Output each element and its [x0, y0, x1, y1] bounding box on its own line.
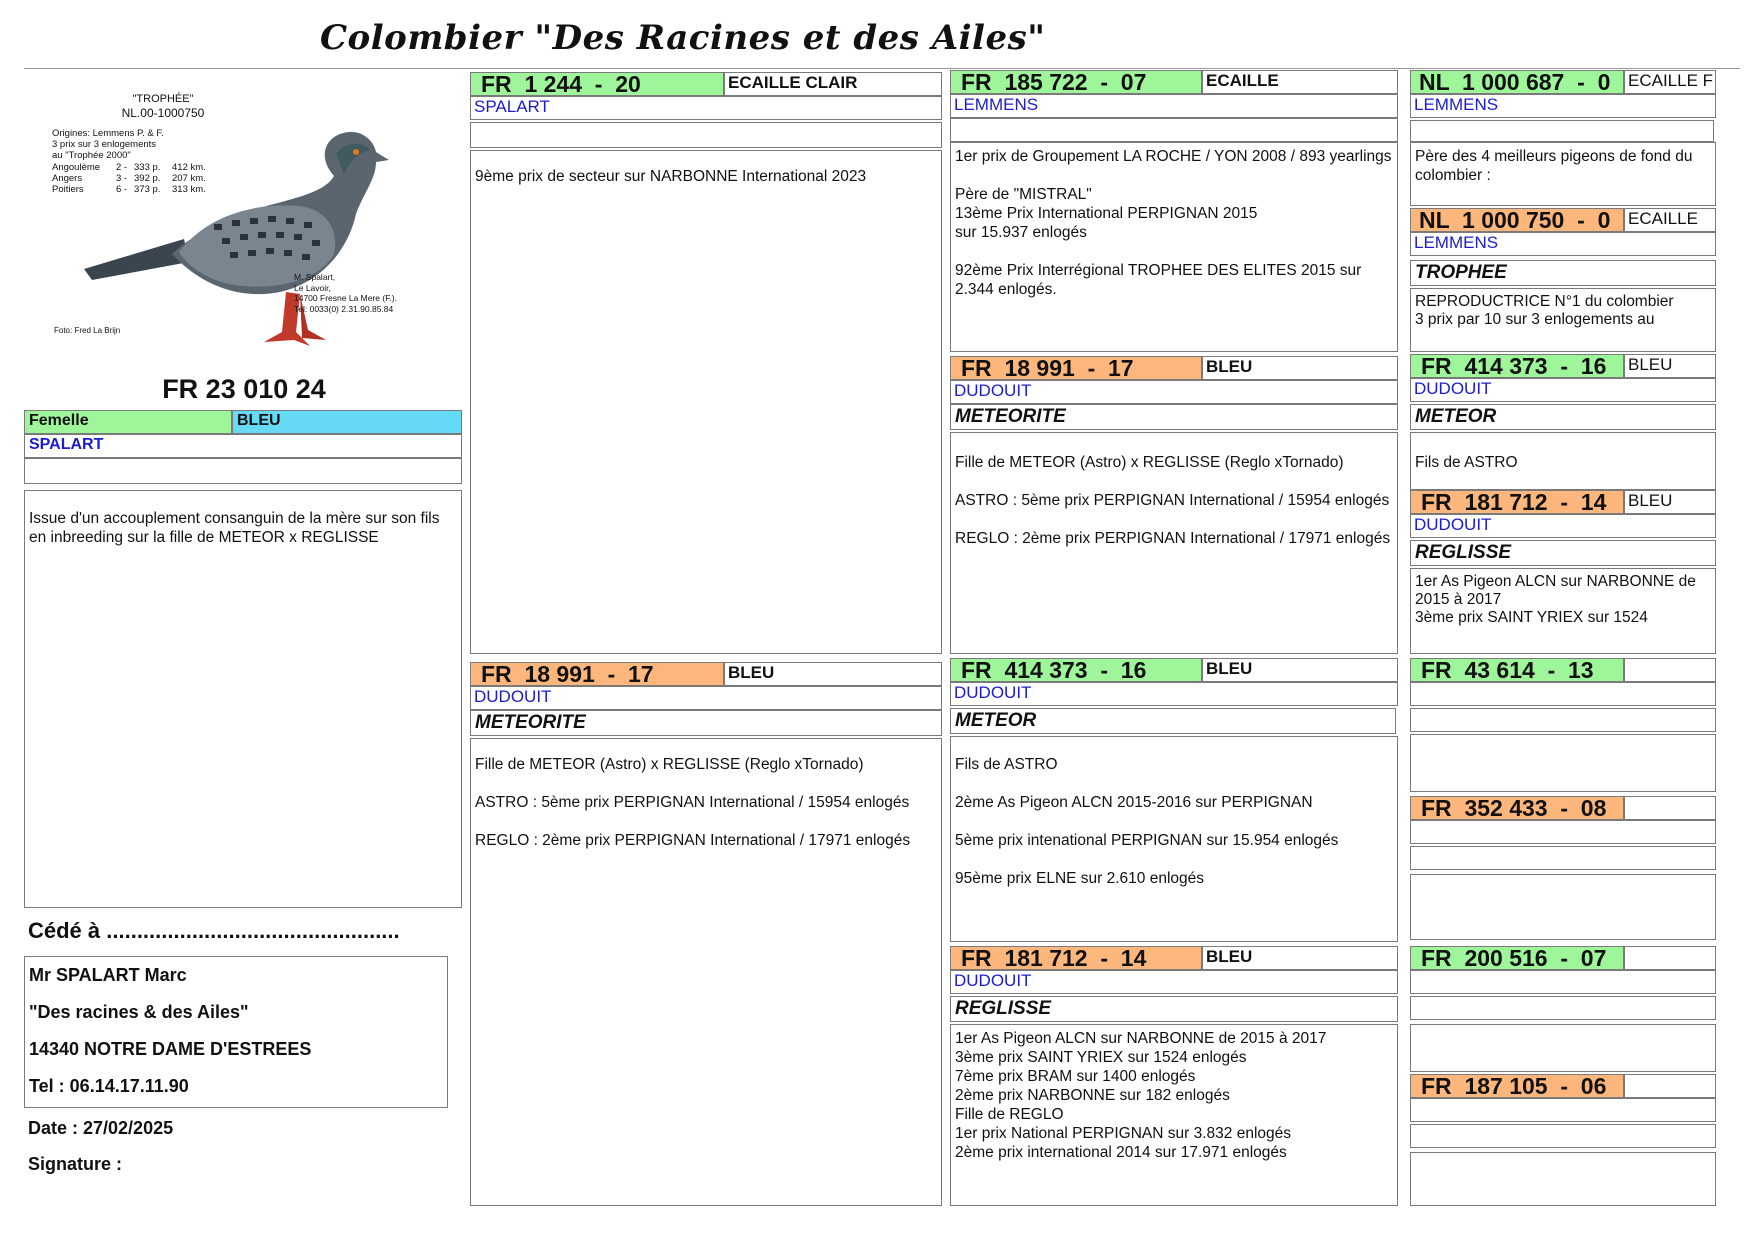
- mm-name: REGLISSE: [950, 996, 1398, 1022]
- mf-notes: Fils de ASTRO 2ème As Pigeon ALCN 2015-2016 sur PERPIGNAN 5ème prix intenational PERPIGNAN sur 15.954 enlogés 95ème prix ELNE sur 2.610 enlogés: [950, 736, 1398, 942]
- photo-caption: "TROPHÉE" NL.00-1000750: [121, 93, 205, 120]
- mfm-name: [1410, 846, 1716, 870]
- mmf-ring: FR 200 516 - 07: [1410, 946, 1624, 970]
- ffm-breeder: LEMMENS: [1410, 232, 1716, 256]
- mother-ring: FR 18 991 - 17: [470, 662, 724, 686]
- mmf-notes: [1410, 1024, 1716, 1072]
- subject-breeder: SPALART: [24, 434, 462, 458]
- mother-breeder: DUDOUIT: [470, 686, 942, 710]
- mother-name: METEORITE: [470, 710, 942, 736]
- mmm-color: [1624, 1074, 1716, 1098]
- fmf-color: BLEU: [1624, 354, 1716, 378]
- mm-notes: 1er As Pigeon ALCN sur NARBONNE de 2015 à 2017 3ème prix SAINT YRIEX sur 1524 enlogés 7ème prix BRAM sur 1400 enlogés 2ème prix NARBONNE sur 182 enlogés Fille de REGLO 1er prix National PERPIGNAN sur 3.832 enlogés 2ème prix international 2014 sur 17.971 enlogés: [950, 1024, 1398, 1206]
- mmm-breeder: [1410, 1098, 1716, 1122]
- owner-name: Mr SPALART Marc: [29, 965, 187, 985]
- subject-color: BLEU: [232, 410, 462, 434]
- mf-name: METEOR: [950, 708, 1396, 734]
- fff-breeder: LEMMENS: [1410, 94, 1716, 118]
- fm-breeder: DUDOUIT: [950, 380, 1398, 404]
- mff-name: [1410, 708, 1716, 732]
- ff-notes: 1er prix de Groupement LA ROCHE / YON 2008 / 893 yearlings Père de "MISTRAL" 13ème Prix International PERPIGNAN 2015 sur 15.937 enlogés 92ème Prix Interrégional TROPHEE DES ELITES 2015 sur 2.344 enlogés.: [950, 142, 1398, 352]
- ffm-color: ECAILLE: [1624, 208, 1716, 232]
- mff-color: [1624, 658, 1716, 682]
- fmm-ring: FR 181 712 - 14: [1410, 490, 1624, 514]
- ffm-ring: NL 1 000 750 - 0: [1410, 208, 1624, 232]
- fff-notes: Père des 4 meilleurs pigeons de fond du colombier :: [1410, 142, 1716, 206]
- mff-ring: FR 43 614 - 13: [1410, 658, 1624, 682]
- mmf-name: [1410, 996, 1716, 1020]
- mfm-breeder: [1410, 820, 1716, 844]
- father-name: [470, 122, 942, 148]
- owner-box: [24, 956, 448, 1108]
- owner-tel: Tel : 06.14.17.11.90: [29, 1076, 189, 1096]
- ff-ring: FR 185 722 - 07: [950, 70, 1202, 94]
- mmm-name: [1410, 1124, 1716, 1148]
- mfm-color: [1624, 796, 1716, 820]
- mff-breeder: [1410, 682, 1716, 706]
- fm-name: METEORITE: [950, 404, 1398, 430]
- mf-breeder: DUDOUIT: [950, 682, 1398, 706]
- pigeon-illustration: [64, 94, 394, 364]
- fmm-notes: 1er As Pigeon ALCN sur NARBONNE de 2015 à 2017 3ème prix SAINT YRIEX sur 1524: [1410, 568, 1716, 654]
- subject-ring: FR 23 010 24: [162, 374, 326, 404]
- ff-color: ECAILLE: [1202, 70, 1398, 94]
- fmf-ring: FR 414 373 - 16: [1410, 354, 1624, 378]
- mfm-notes: [1410, 874, 1716, 940]
- mother-color: BLEU: [724, 662, 942, 686]
- fff-name: [1410, 120, 1714, 142]
- fmm-breeder: DUDOUIT: [1410, 514, 1716, 538]
- mmm-ring: FR 187 105 - 06: [1410, 1074, 1624, 1098]
- subject-notes: Issue d'un accouplement consanguin de la mère sur son fils en inbreeding sur la fille de METEOR x REGLISSE: [24, 490, 462, 908]
- fmf-notes: Fils de ASTRO: [1410, 432, 1716, 490]
- subject-sex: Femelle: [24, 410, 232, 434]
- fff-ring: NL 1 000 687 - 0: [1410, 70, 1624, 94]
- mmf-color: [1624, 946, 1716, 970]
- page-title: Colombier "Des Racines et des Ailes": [320, 18, 1046, 58]
- father-notes: 9ème prix de secteur sur NARBONNE International 2023: [470, 150, 942, 654]
- ff-name: [950, 118, 1398, 142]
- mm-color: BLEU: [1202, 946, 1398, 970]
- ffm-notes: REPRODUCTRICE N°1 du colombier 3 prix par 10 sur 3 enlogements au: [1410, 288, 1716, 352]
- mmf-breeder: [1410, 970, 1716, 994]
- mother-notes: Fille de METEOR (Astro) x REGLISSE (Reglo xTornado) ASTRO : 5ème prix PERPIGNAN International / 15954 enlogés REGLO : 2ème prix PERPIGNAN International / 17971 enlogés: [470, 738, 942, 1206]
- fmf-breeder: DUDOUIT: [1410, 378, 1716, 402]
- fmf-name: METEOR: [1410, 404, 1716, 430]
- photo-origins: Origines: Lemmens P. & F. 3 prix sur 3 enlogements au "Trophée 2000" Angoulème 2 - 333 p. 412 km. Angers 3 - 392 p. 207 km. Poitiers 6 - 373 p. 313 km.: [52, 128, 206, 195]
- father-color: ECAILLE CLAIR: [724, 72, 942, 96]
- signature-label: Signature :: [28, 1154, 123, 1174]
- mmm-notes: [1410, 1152, 1716, 1206]
- subject-name-row: [24, 458, 462, 484]
- father-breeder: SPALART: [470, 96, 942, 120]
- mm-breeder: DUDOUIT: [950, 970, 1398, 994]
- fmm-color: BLEU: [1624, 490, 1716, 514]
- fm-ring: FR 18 991 - 17: [950, 356, 1202, 380]
- fm-notes: Fille de METEOR (Astro) x REGLISSE (Reglo xTornado) ASTRO : 5ème prix PERPIGNAN International / 15954 enlogés REGLO : 2ème prix PERPIGNAN International / 17971 enlogés: [950, 432, 1398, 654]
- mf-ring: FR 414 373 - 16: [950, 658, 1202, 682]
- father-ring: FR 1 244 - 20: [470, 72, 724, 96]
- mff-notes: [1410, 734, 1716, 792]
- mm-ring: FR 181 712 - 14: [950, 946, 1202, 970]
- mf-color: BLEU: [1202, 658, 1398, 682]
- sale-date: Date : 27/02/2025: [28, 1118, 174, 1138]
- photo-owner: M. Spalart, Le Lavoir, 14700 Fresne La Mere (F.). Tel: 0033(0) 2.31.90.85.84: [294, 272, 397, 314]
- fm-color: BLEU: [1202, 356, 1398, 380]
- fmm-name: REGLISSE: [1410, 540, 1716, 566]
- pigeon-photo: [24, 74, 448, 366]
- ffm-name: TROPHEE: [1410, 260, 1716, 286]
- photo-credit: Foto: Fred La Brijn: [54, 326, 121, 335]
- owner-address: 14340 NOTRE DAME D'ESTREES: [29, 1039, 312, 1059]
- cede-label: Cédé à ................................................: [28, 918, 400, 943]
- owner-club: "Des racines & des Ailes": [29, 1002, 249, 1022]
- fff-color: ECAILLE F: [1624, 70, 1716, 94]
- mfm-ring: FR 352 433 - 08: [1410, 796, 1624, 820]
- ff-breeder: LEMMENS: [950, 94, 1398, 118]
